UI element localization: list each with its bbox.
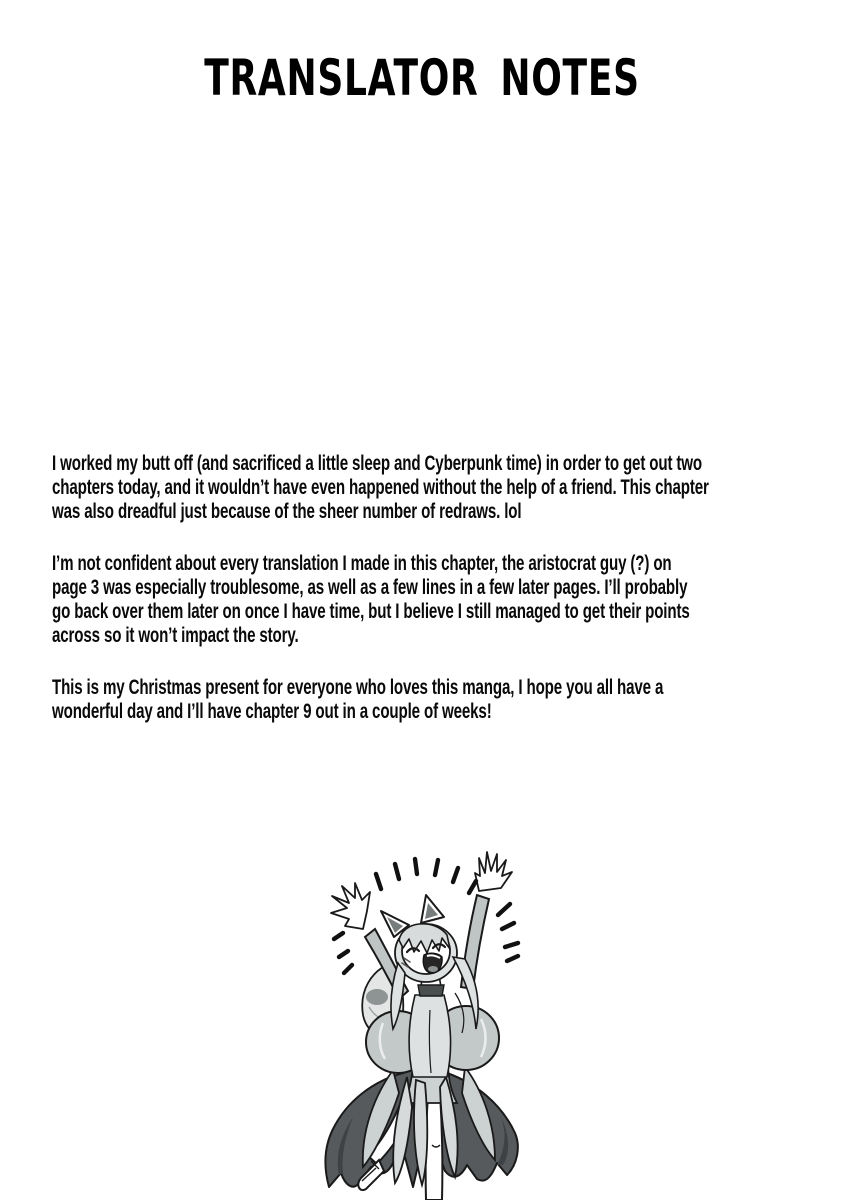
note-line: go back over them later on once I have time, but I believe I still managed to get their points	[52, 600, 690, 623]
note-line: I’m not confident about every translation I made in this chapter, the aristocrat guy (?) on	[52, 552, 672, 575]
note-line: This is my Christmas present for everyone who loves this manga, I hope you all have a	[52, 676, 664, 699]
note-line: chapters today, and it wouldn’t have even happened without the help of a friend. This chapter	[52, 476, 709, 499]
note-paragraph	[52, 452, 801, 524]
note-line: across so it won’t impact the story.	[52, 624, 299, 647]
mascot-illustration	[295, 845, 550, 1200]
note-line: page 3 was especially troublesome, as well as a few lines in a few later pages. I’ll probably	[52, 576, 688, 599]
translator-notes	[52, 452, 801, 752]
page-title: TRANSLATOR NOTES	[204, 48, 640, 107]
cheering-girl-drawing	[295, 845, 550, 1200]
note-paragraph	[52, 676, 801, 724]
note-paragraph	[52, 552, 801, 648]
note-line: I worked my butt off (and sacrificed a little sleep and Cyberpunk time) in order to get out two	[52, 452, 703, 475]
note-line: wonderful day and I’ll have chapter 9 out in a couple of weeks!	[52, 700, 492, 723]
note-line: was also dreadful just because of the sheer number of redraws. lol	[52, 500, 522, 523]
